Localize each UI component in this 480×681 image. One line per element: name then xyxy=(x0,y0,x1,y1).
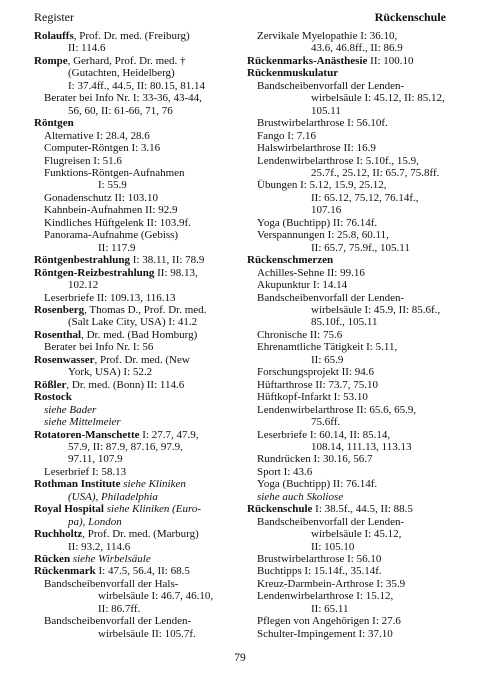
index-subentry xyxy=(247,316,453,328)
index-subentry xyxy=(247,379,453,391)
index-locator: , Gerhard, Prof. Dr. med. † xyxy=(67,54,186,67)
index-subentry xyxy=(247,329,453,341)
index-subentry xyxy=(247,179,453,191)
index-locator: Verspannungen I: 25.8, 60.11, xyxy=(257,229,389,242)
index-term: Rothman Institute xyxy=(34,478,121,491)
cross-reference: siehe Mittelmeier xyxy=(44,416,121,429)
index-locator: Yoga (Buchtipp) II: 76.14f. xyxy=(257,478,378,491)
index-subentry xyxy=(247,366,453,378)
index-entry xyxy=(34,30,240,42)
index-locator: Bandscheibenvorfall der Lenden- xyxy=(257,291,405,304)
index-subentry xyxy=(34,615,240,627)
index-subentry xyxy=(247,155,453,167)
index-locator: wirbelsäule I: 45.12, xyxy=(311,528,402,541)
index-subentry xyxy=(34,67,240,79)
index-term: Rompe xyxy=(34,54,68,67)
index-locator: Panorama-Aufnahme (Gebiss) xyxy=(44,229,179,242)
index-locator: Lendenwirbelarthrose II: 65.6, 65.9, xyxy=(257,403,417,416)
index-entry xyxy=(247,254,453,266)
index-subentry xyxy=(34,341,240,353)
index-entry xyxy=(34,329,240,341)
index-locator: Hüftkopf-Infarkt I: 53.10 xyxy=(257,391,368,404)
index-subentry xyxy=(247,192,453,204)
index-entry xyxy=(34,528,240,540)
index-term: Rückenschule xyxy=(247,503,313,516)
index-subentry xyxy=(34,441,240,453)
index-locator: II: 98.13, xyxy=(154,266,198,279)
index-subentry xyxy=(34,92,240,104)
index-locator: Ehrenamtliche Tätigkeit I: 5.11, xyxy=(257,341,398,354)
index-locator: , Dr. med. (Bonn) II: 114.6 xyxy=(66,378,185,391)
index-locator: Pflegen von Angehörigen I: 27.6 xyxy=(257,615,401,628)
index-term: Rosenwasser xyxy=(34,353,95,366)
index-locator: Kahnbein-Aufnahmen II: 92.9 xyxy=(44,204,178,217)
index-subentry xyxy=(34,404,240,416)
cross-reference: pa), London xyxy=(68,515,122,528)
index-locator: , Dr. med. (Bad Homburg) xyxy=(81,328,198,341)
index-subentry xyxy=(247,354,453,366)
index-term: Rückenschmerzen xyxy=(247,254,334,267)
index-subentry xyxy=(247,416,453,428)
index-locator: Berater bei Info Nr. I: 56 xyxy=(44,341,154,354)
index-locator: 56, 60, II: 61-66, 71, 76 xyxy=(68,104,173,117)
index-locator: wirbelsäule I: 46.7, 46.10, xyxy=(98,590,214,603)
index-entry xyxy=(34,379,240,391)
index-term: Rotatoren-Manschette xyxy=(34,428,140,441)
index-locator: Funktions-Röntgen-Aufnahmen xyxy=(44,166,185,179)
header-section-label: Register xyxy=(34,10,74,24)
index-subentry xyxy=(247,267,453,279)
cross-reference: siehe Wirbelsäule xyxy=(70,553,151,566)
index-locator: 105.11 xyxy=(311,104,341,117)
index-subentry xyxy=(34,628,240,640)
index-entry xyxy=(34,117,240,129)
cross-reference: siehe Kliniken xyxy=(120,478,186,491)
index-locator: Sport I: 43.6 xyxy=(257,465,313,478)
index-entry xyxy=(34,478,240,490)
index-subentry xyxy=(34,204,240,216)
index-locator: , Prof. Dr. med. (New xyxy=(94,353,190,366)
header-keyword: Rückenschule xyxy=(374,10,446,24)
index-subentry xyxy=(247,229,453,241)
index-subentry xyxy=(247,615,453,627)
index-entry xyxy=(34,503,240,515)
index-locator: Zervikale Myelopathie I: 36.10, xyxy=(257,30,398,42)
index-subentry xyxy=(34,142,240,154)
index-locator: Leserbriefe I: 60.14, II: 85.14, xyxy=(257,428,391,441)
index-locator: II: 86.7ff. xyxy=(98,602,141,615)
index-subentry xyxy=(34,242,240,254)
index-entry xyxy=(34,429,240,441)
index-subentry xyxy=(247,491,453,503)
index-locator: Kreuz-Darmbein-Arthrose I: 35.9 xyxy=(257,577,406,590)
index-locator: Leserbrief I: 58.13 xyxy=(44,465,127,478)
index-subentry xyxy=(34,192,240,204)
index-locator: II: 100.10 xyxy=(367,54,414,67)
index-locator: Bandscheibenvorfall der Lenden- xyxy=(257,79,405,92)
index-locator: Brustwirbelarthrose I: 56.10f. xyxy=(257,117,388,130)
index-subentry xyxy=(247,541,453,553)
index-entry xyxy=(34,55,240,67)
index-locator: I: 47.5, 56.4, II: 68.5 xyxy=(95,565,190,578)
index-term: Ruchholtz xyxy=(34,528,83,541)
index-locator: , Thomas D., Prof. Dr. med. xyxy=(84,303,207,316)
index-subentry xyxy=(34,105,240,117)
index-subentry xyxy=(247,130,453,142)
index-subentry xyxy=(247,516,453,528)
index-entry xyxy=(34,391,240,403)
index-term: Rostock xyxy=(34,391,72,404)
cross-reference: siehe auch Skoliose xyxy=(257,490,344,503)
index-subentry xyxy=(247,117,453,129)
index-subentry xyxy=(34,603,240,615)
index-subentry xyxy=(34,416,240,428)
index-subentry xyxy=(34,42,240,54)
index-locator: Computer-Röntgen I: 3.16 xyxy=(44,142,161,155)
index-locator: I: 38.5f., 44.5, II: 88.5 xyxy=(312,503,413,516)
index-locator: II: 114.6 xyxy=(68,42,106,55)
index-term: Röntgenbestrahlung xyxy=(34,254,130,267)
index-term: Rosenthal xyxy=(34,328,82,341)
index-locator: Lendenwirbelarthrose I: 15.12, xyxy=(257,590,394,603)
index-locator: II: 65.9 xyxy=(311,353,344,366)
index-subentry xyxy=(247,441,453,453)
index-locator: , Prof. Dr. med. (Marburg) xyxy=(82,528,199,541)
index-subentry xyxy=(247,628,453,640)
index-term: Rücken xyxy=(34,553,71,566)
index-locator: 97.11, 107.9 xyxy=(68,453,123,466)
index-locator: Übungen I: 5.12, 15.9, 25.12, xyxy=(257,179,387,192)
index-subentry xyxy=(34,279,240,291)
index-locator: wirbelsäule I: 45.9, II: 85.6f., xyxy=(311,303,441,316)
index-locator: Leserbriefe II: 109.13, 116.13 xyxy=(44,291,176,304)
index-subentry xyxy=(247,80,453,92)
index-locator: (Gutachten, Heidelberg) xyxy=(68,67,175,80)
index-locator: , Prof. Dr. med. (Freiburg) xyxy=(73,30,190,42)
index-subentry xyxy=(247,30,453,42)
index-locator: 25.7f., 25.12, II: 65.7, 75.8ff. xyxy=(311,166,440,179)
cross-reference: siehe Kliniken (Euro- xyxy=(103,503,202,516)
index-locator: II: 65.12, 75.12, 76.14f., xyxy=(311,191,419,204)
index-locator: Flugreisen I: 51.6 xyxy=(44,154,122,167)
index-subentry xyxy=(34,179,240,191)
index-locator: Rundrücken I: 30.16, 56.7 xyxy=(257,453,373,466)
index-locator: 43.6, 46.8ff., II: 86.9 xyxy=(311,42,403,55)
index-subentry xyxy=(247,105,453,117)
index-subentry xyxy=(247,279,453,291)
index-subentry xyxy=(247,553,453,565)
index-entry xyxy=(247,503,453,515)
index-locator: I: 37.4ff., 44.5, II: 80.15, 81.14 xyxy=(68,79,205,92)
index-locator: Chronische II: 75.6 xyxy=(257,328,343,341)
index-locator: (Salt Lake City, USA) I: 41.2 xyxy=(68,316,198,329)
index-locator: wirbelsäule II: 105.7f. xyxy=(98,627,196,640)
index-subentry xyxy=(34,516,240,528)
index-locator: wirbelsäule I: 45.12, II: 85.12, xyxy=(311,92,445,105)
index-term: Rößler xyxy=(34,378,67,391)
index-locator: I: 27.7, 47.9, xyxy=(139,428,199,441)
index-locator: II: 117.9 xyxy=(98,241,136,254)
index-subentry xyxy=(247,167,453,179)
index-locator: Fango I: 7.16 xyxy=(257,129,316,142)
index-column-right xyxy=(247,30,453,640)
index-subentry xyxy=(34,578,240,590)
cross-reference: (USA), Philadelphia xyxy=(68,490,158,503)
index-subentry xyxy=(34,366,240,378)
index-subentry xyxy=(34,80,240,92)
index-subentry xyxy=(34,217,240,229)
index-locator: 102.12 xyxy=(68,279,99,292)
index-term: Rückenmark xyxy=(34,565,96,578)
index-locator: Achilles-Sehne II: 99.16 xyxy=(257,266,365,279)
index-entry xyxy=(34,304,240,316)
index-locator: Bandscheibenvorfall der Lenden- xyxy=(257,515,405,528)
index-subentry xyxy=(34,292,240,304)
index-locator: 57.9, II: 87.9, 87.16, 97.9, xyxy=(68,440,183,453)
index-subentry xyxy=(247,466,453,478)
index-subentry xyxy=(247,478,453,490)
index-subentry xyxy=(247,453,453,465)
index-subentry xyxy=(247,429,453,441)
index-entry xyxy=(34,267,240,279)
index-entry xyxy=(34,565,240,577)
cross-reference: siehe Bader xyxy=(44,403,97,416)
index-term: Rolauffs xyxy=(34,30,74,42)
index-subentry xyxy=(247,242,453,254)
index-subentry xyxy=(34,590,240,602)
index-locator: Yoga (Buchtipp) II: 76.14f. xyxy=(257,216,378,229)
index-locator: Akupunktur I: 14.14 xyxy=(257,279,348,292)
index-subentry xyxy=(34,466,240,478)
index-locator: Alternative I: 28.4, 28.6 xyxy=(44,129,150,142)
index-subentry xyxy=(247,565,453,577)
index-locator: Hüftarthrose II: 73.7, 75.10 xyxy=(257,378,378,391)
index-term: Röntgen-Reizbestrahlung xyxy=(34,266,155,279)
index-entry xyxy=(247,55,453,67)
index-subentry xyxy=(247,578,453,590)
index-entry xyxy=(34,553,240,565)
index-locator: Kindliches Hüftgelenk II: 103.9f. xyxy=(44,216,191,229)
index-locator: Berater bei Info Nr. I: 33-36, 43-44, xyxy=(44,92,202,105)
index-locator: Gonadenschutz II: 103.10 xyxy=(44,191,158,204)
index-subentry xyxy=(34,316,240,328)
index-subentry xyxy=(34,229,240,241)
index-subentry xyxy=(247,42,453,54)
index-locator: Buchtipps I: 15.14f., 35.14f. xyxy=(257,565,382,578)
index-subentry xyxy=(34,155,240,167)
index-subentry xyxy=(247,142,453,154)
index-locator: Brustwirbelarthrose I: 56.10 xyxy=(257,553,382,566)
index-subentry xyxy=(34,167,240,179)
index-locator: 85.10f., 105.11 xyxy=(311,316,378,329)
index-locator: II: 93.2, 114.6 xyxy=(68,540,131,553)
index-locator: Lendenwirbelarthrose I: 5.10f., 15.9, xyxy=(257,154,419,167)
index-term: Royal Hospital xyxy=(34,503,104,516)
index-locator: II: 65.11 xyxy=(311,602,349,615)
index-subentry xyxy=(247,590,453,602)
index-subentry xyxy=(247,528,453,540)
index-term: Röntgen xyxy=(34,117,74,130)
index-locator: I: 55.9 xyxy=(98,179,127,192)
index-subentry xyxy=(247,292,453,304)
running-header xyxy=(34,10,446,26)
index-subentry xyxy=(247,204,453,216)
index-subentry xyxy=(247,603,453,615)
index-entry xyxy=(34,254,240,266)
index-locator: 107.16 xyxy=(311,204,342,217)
index-locator: Forschungsprojekt II: 94.6 xyxy=(257,366,375,379)
index-subentry xyxy=(247,341,453,353)
index-term: Rückenmarks-Anästhesie xyxy=(247,54,368,67)
index-column-left xyxy=(34,30,240,640)
index-subentry xyxy=(34,130,240,142)
index-locator: II: 105.10 xyxy=(311,540,355,553)
index-subentry xyxy=(247,391,453,403)
index-locator: York, USA) I: 52.2 xyxy=(68,366,153,379)
index-subentry xyxy=(247,92,453,104)
index-entry xyxy=(34,354,240,366)
index-term: Rosenberg xyxy=(34,303,85,316)
index-term: Rückenmuskulatur xyxy=(247,67,339,80)
index-locator: I: 38.11, II: 78.9 xyxy=(129,254,205,267)
index-locator: Bandscheibenvorfall der Hals- xyxy=(44,577,179,590)
index-locator: Schulter-Impingement I: 37.10 xyxy=(257,627,393,640)
index-entry xyxy=(247,67,453,79)
index-locator: II: 65.7, 75.9f., 105.11 xyxy=(311,241,410,254)
index-subentry xyxy=(247,217,453,229)
index-subentry xyxy=(247,404,453,416)
index-subentry xyxy=(247,304,453,316)
page-number: 79 xyxy=(234,652,246,664)
index-locator: Halswirbelarthrose II: 16.9 xyxy=(257,142,376,155)
index-locator: 108.14, 111.13, 113.13 xyxy=(311,440,412,453)
index-subentry xyxy=(34,541,240,553)
index-locator: Bandscheibenvorfall der Lenden- xyxy=(44,615,192,628)
index-locator: 75.6ff. xyxy=(311,416,341,429)
index-subentry xyxy=(34,491,240,503)
index-subentry xyxy=(34,453,240,465)
